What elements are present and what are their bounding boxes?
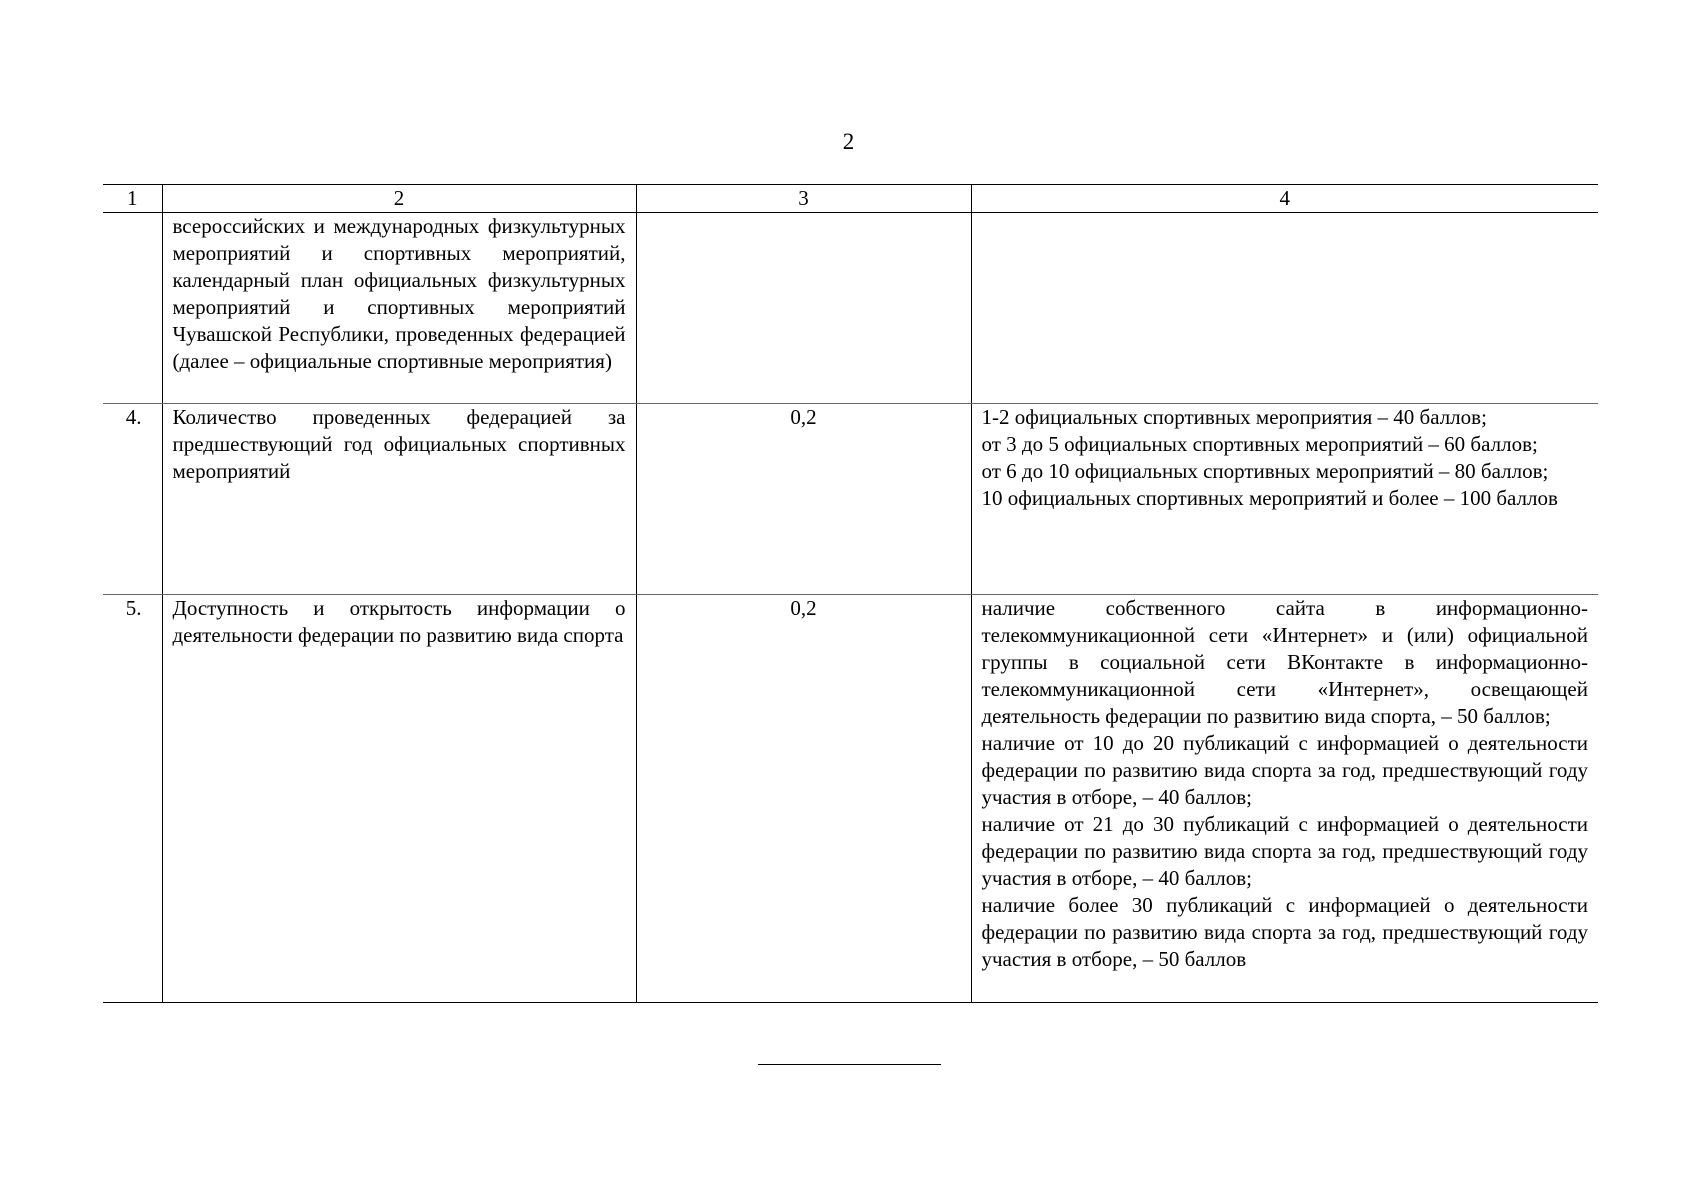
cell-weight [636,213,971,404]
points-line: 1-2 официальных спортивных мероприятия – 40 баллов; [981,405,1487,429]
column-header-4: 4 [971,185,1598,213]
row-number: 5. [103,595,162,1003]
cell-points [971,213,1598,404]
points-line: от 6 до 10 официальных спортивных мероприятий – 80 баллов; [981,459,1549,483]
criterion-text: Доступность и открытость информации о деятельности федерации по развитию вида спорта [162,595,636,1003]
end-of-document-rule [758,1064,941,1065]
column-header-3: 3 [636,185,971,213]
points-line: наличие от 21 до 30 публикаций с информацией о деятельности федерации по развитию вида спорта за год, предшествующий году участия в отборе, – 40 баллов; [981,812,1588,890]
page-number: 2 [842,129,855,154]
cell-number [103,213,162,404]
points-cell [971,404,1598,595]
table-row-continuation [103,213,1598,404]
points-line: наличие от 10 до 20 публикаций с информацией о деятельности федерации по развитию вида спорта за год, предшествующий году участия в отборе, – 40 баллов; [981,731,1588,809]
points-line: наличие собственного сайта в информационно-телекоммуникационной сети «Интернет» и (или) официальной группы в социальной сети ВКонтакте в информационно-телекоммуникационной сети «Интернет», освещающей деятельность федерации по развитию вида спорта, – 50 баллов; [981,596,1588,728]
table-row [103,404,1598,595]
weight-value: 0,2 [636,404,971,595]
points-line: 10 официальных спортивных мероприятий и более – 100 баллов [981,486,1558,510]
column-header-2: 2 [162,185,636,213]
points-line: наличие более 30 публикаций с информацией о деятельности федерации по развитию вида спорта за год, предшествующий году участия в отборе, – 50 баллов [981,893,1588,971]
table-row [103,595,1598,1003]
criteria-table [103,184,1598,1003]
criterion-text: Количество проведенных федерацией за предшествующий год официальных спортивных мероприятий [162,404,636,595]
weight-value: 0,2 [636,595,971,1003]
row-number: 4. [103,404,162,595]
points-cell [971,595,1598,1003]
cell-criterion-continued: всероссийских и международных физкультурных мероприятий и спортивных мероприятий, календарный план официальных физкультурных мероприятий и спортивных мероприятий Чувашской Республики, проведенных федерацией (далее – официальные спортивные мероприятия) [162,213,636,404]
points-line: от 3 до 5 официальных спортивных мероприятий – 60 баллов; [981,432,1538,456]
column-header-1: 1 [103,185,162,213]
header-row [103,185,1598,213]
